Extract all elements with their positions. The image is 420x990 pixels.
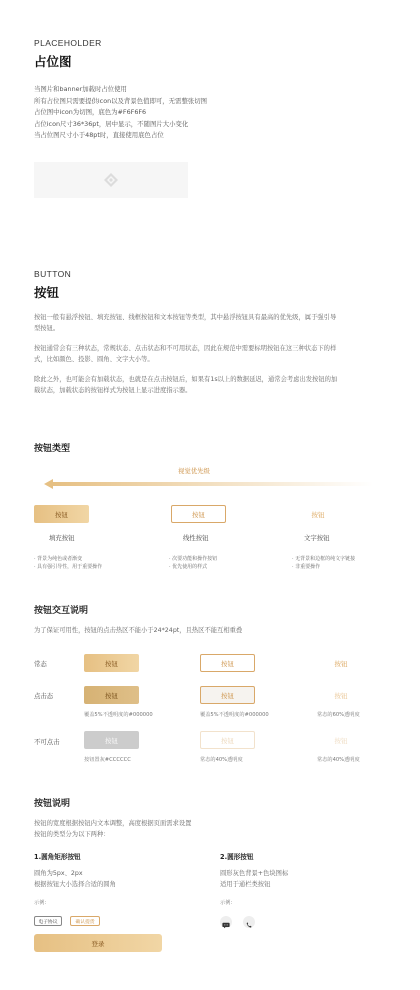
placeholder-zh-title: 占位图 <box>34 54 72 69</box>
text-button-disabled: 按钮 <box>334 736 348 745</box>
type-note: · 背景为纯色或者渐变 <box>34 556 83 562</box>
explain-heading: 按钮说明 <box>34 799 71 809</box>
tag-confirm-button[interactable]: 确认提货 <box>70 916 100 926</box>
col1-title: 1.圆角矩形按钮 <box>34 853 81 861</box>
fill-button-pressed[interactable]: 按钮 <box>84 686 139 704</box>
pressed-caption-text: 常态的60%透明度 <box>317 712 360 718</box>
interaction-note: 为了保证可用性，按钮的点击热区不能小于24*24pt，且热区不能互相重叠 <box>34 627 243 634</box>
intro-line: 除此之外，也可能会有加载状态，也就是在点击按钮后，如果有1s以上的数据延迟，通常会考虑出发按钮的加 <box>34 376 338 383</box>
placeholder-line: 所有占位图只需要提供icon以及背景色值即可，无需整张切图 <box>34 96 208 105</box>
explain-line: 按钮的类型分为以下两种： <box>34 830 110 838</box>
type-note: · 次要功能和操作按钮 <box>169 556 218 562</box>
placeholder-en-title: PLACEHOLDER <box>34 38 102 48</box>
button-zh-title: 按钮 <box>34 285 60 300</box>
priority-arrow-head <box>44 479 53 489</box>
type-name-line: 线性按钮 <box>183 534 209 542</box>
type-note: · 无背景和边框的纯文字链接 <box>292 556 356 562</box>
intro-line: 式，比如颜色、投影、圆角、文字大小等。 <box>34 355 154 363</box>
disabled-caption-text: 常态的40%透明度 <box>317 757 360 763</box>
placeholder-box <box>34 162 188 198</box>
col2-desc <box>220 869 288 890</box>
pressed-caption-line: 覆盖5%不透明度的#000000 <box>200 712 269 718</box>
text-button-normal[interactable]: 按钮 <box>334 659 348 668</box>
type-note: · 非重要操作 <box>292 564 321 570</box>
chat-icon <box>220 919 232 931</box>
disabled-caption-fill: 按钮置灰#CCCCCC <box>84 757 131 763</box>
chat-round-button[interactable] <box>220 916 232 928</box>
col2-example-label: 示例： <box>220 900 236 906</box>
state-disabled-label: 不可点击 <box>34 738 60 746</box>
placeholder-desc <box>34 84 207 142</box>
type-notes-text <box>292 555 355 571</box>
disabled-caption-line: 常态的40%透明度 <box>200 757 243 763</box>
col2-title: 2.圆形按钮 <box>220 853 254 861</box>
pressed-caption-fill: 覆盖5%不透明度的#000000 <box>84 712 153 718</box>
explain-line: 按钮的宽度根据按钮内文本调整，高度根据页面需求设置 <box>34 820 192 827</box>
col1-desc <box>34 869 116 890</box>
phone-icon <box>243 919 255 931</box>
placeholder-line: 当占位图尺寸小于48pt时，直接使用底色占位 <box>34 131 164 139</box>
types-heading: 按钮类型 <box>34 444 71 454</box>
intro-line: 按钮通常会有三种状态，常规状态、点击状态和不可用状态，因此在规范中需要标明按钮在这三种状态下的样 <box>34 345 337 352</box>
placeholder-logo-icon <box>103 172 119 188</box>
login-button[interactable]: 登录 <box>34 934 162 952</box>
line-button-pressed[interactable]: 按钮 <box>200 686 255 704</box>
intro-line: 型按钮。 <box>34 324 60 332</box>
col1-line: 根据按钮大小选择合适的圆角 <box>34 880 116 888</box>
intro-line: 载状态，加载状态的按钮样式为按钮上显示进度指示器。 <box>34 386 192 394</box>
tag-agreement-button[interactable]: 电子协议 <box>34 916 62 926</box>
col1-line: 圆角为5px、2px <box>34 870 83 877</box>
phone-round-button[interactable] <box>243 916 255 928</box>
explain-desc <box>34 819 191 840</box>
fill-button-sample[interactable]: 按钮 <box>34 505 89 523</box>
interaction-heading: 按钮交互说明 <box>34 606 89 616</box>
type-name-text: 文字按钮 <box>304 534 330 542</box>
type-name-fill: 填充按钮 <box>49 534 75 542</box>
col1-example-label: 示例： <box>34 900 50 906</box>
placeholder-line: 占位icon尺寸36*36pt，居中显示，不随图片大小变化 <box>34 119 189 128</box>
fill-button-normal[interactable]: 按钮 <box>84 654 139 672</box>
state-normal-label: 常态 <box>34 660 47 668</box>
priority-label: 视觉优先级 <box>178 467 210 475</box>
intro-line: 按钮一般有悬浮按钮、填充按钮、线框按钮和文本按钮等类型，其中悬浮按钮具有最高的优先级，属于强引导 <box>34 314 337 321</box>
type-notes-fill <box>34 555 102 571</box>
col2-line: 适用于通栏类按钮 <box>220 880 271 888</box>
state-pressed-label: 点击态 <box>34 692 54 700</box>
text-button-sample[interactable]: 按钮 <box>311 510 325 519</box>
button-en-title: BUTTON <box>34 269 72 279</box>
placeholder-line: 当图片和banner加载时占位使用 <box>34 85 127 93</box>
line-button-disabled: 按钮 <box>200 731 255 749</box>
col2-line: 圆形灰色背景+色块图标 <box>220 870 289 877</box>
fill-button-disabled: 按钮 <box>84 731 139 749</box>
type-note: · 具有强引导性，用于重要操作 <box>34 564 103 570</box>
placeholder-line: 占位图中icon为切图，底色为#F6F6F6 <box>34 108 147 116</box>
text-button-pressed[interactable]: 按钮 <box>334 691 348 700</box>
button-intro <box>34 313 337 396</box>
priority-arrow-bar <box>53 482 373 486</box>
type-notes-line <box>169 555 217 571</box>
type-note: · 优先使用的样式 <box>169 564 208 570</box>
line-button-sample[interactable]: 按钮 <box>171 505 226 523</box>
line-button-normal[interactable]: 按钮 <box>200 654 255 672</box>
